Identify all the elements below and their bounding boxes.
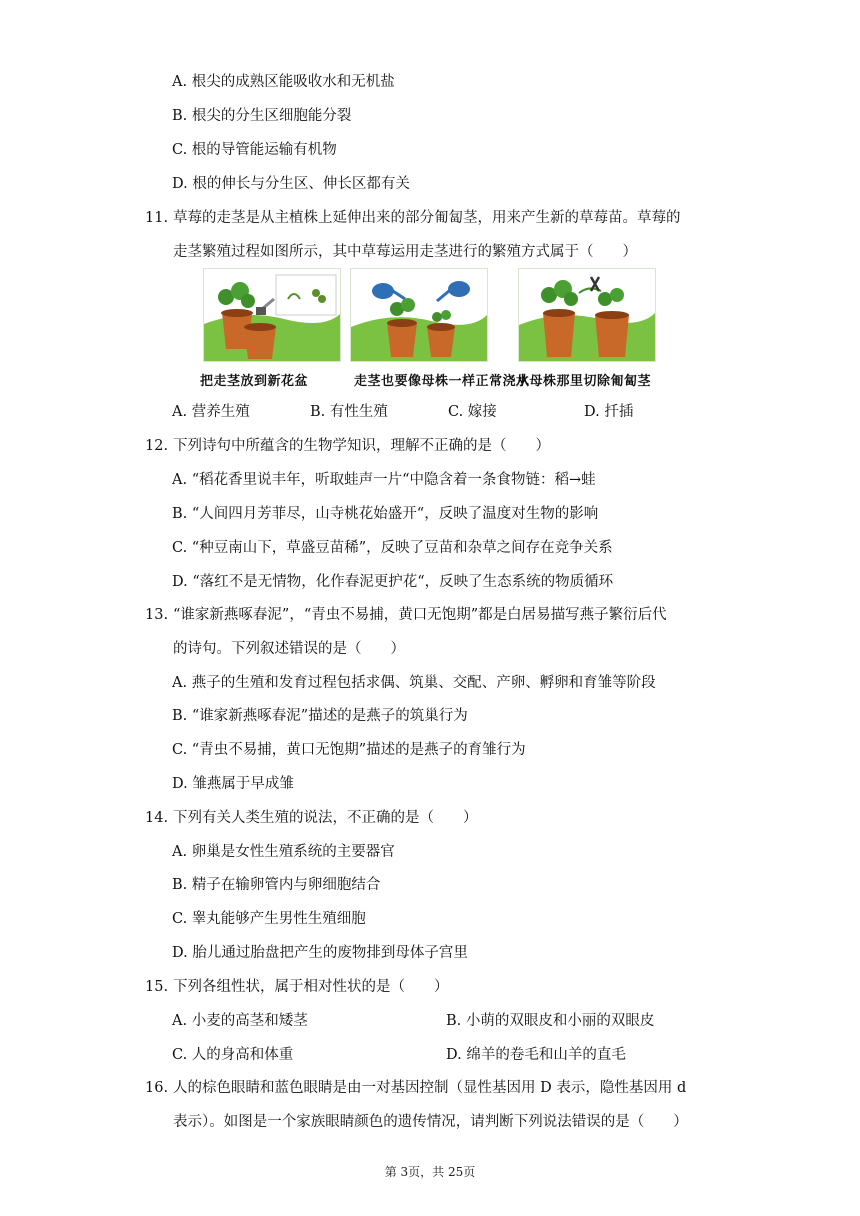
q12-option-c: C. “种豆南山下，草盛豆苗稀”，反映了豆苗和杂草之间存在竞争关系 (172, 540, 613, 556)
q15-option-b: B. 小萌的双眼皮和小丽的双眼皮 (446, 1013, 655, 1029)
figure-panel-3 (518, 268, 656, 362)
panel-1-illustration (204, 269, 340, 361)
q12-stem (145, 436, 550, 456)
q14-number: 14. (145, 810, 169, 826)
q15-option-a: A. 小麦的高茎和矮茎 (172, 1013, 308, 1029)
q13-option-a: A. 燕子的生殖和发育过程包括求偶、筑巢、交配、产卵、孵卵和育雏等阶段 (172, 675, 656, 691)
figure-panel-2 (350, 268, 488, 362)
q13-option-d: D. 雏燕属于早成雏 (172, 776, 294, 792)
q13-option-b: B. “谁家新燕啄春泥”描述的是燕子的筑巢行为 (172, 708, 468, 724)
q14-option-d: D. 胎儿通过胎盘把产生的废物排到母体子宫里 (172, 945, 468, 961)
figure-caption-2: 走茎也要像母株一样正常浇水 (354, 374, 530, 389)
q11-option-d: D. 扦插 (584, 404, 634, 420)
q13-stem-line2: 的诗句。下列叙述错误的是（ ） (173, 641, 405, 657)
q12-number: 12. (145, 438, 169, 454)
q13-stem-line1 (145, 605, 667, 625)
q16-stem-line2: 表示）。如图是一个家族眼睛颜色的遗传情况，请判断下列说法错误的是（ ） (173, 1114, 688, 1130)
figure-panel-1 (203, 268, 341, 362)
q11-stem-line1 (145, 208, 681, 228)
figure-caption-1: 把走茎放到新花盆 (200, 374, 309, 389)
q11-option-a: A. 营养生殖 (172, 404, 250, 420)
strawberry-runner-figure (200, 268, 660, 396)
q14-option-c: C. 睾丸能够产生男性生殖细胞 (172, 911, 366, 927)
q10-option-b: B. 根尖的分生区细胞能分裂 (172, 108, 352, 124)
q16-number: 16. (145, 1080, 169, 1096)
panel-3-illustration (519, 269, 655, 361)
q14-stem (145, 808, 478, 828)
q11-number: 11. (145, 210, 169, 226)
q16-stem-text1: 人的棕色眼睛和蓝色眼睛是由一对基因控制（显性基因用 D 表示，隐性基因用 d (173, 1080, 687, 1096)
q15-stem-text: 下列各组性状，属于相对性状的是（ ） (173, 979, 449, 995)
q15-option-d: D. 绵羊的卷毛和山羊的直毛 (446, 1047, 626, 1063)
q11-option-c: C. 嫁接 (448, 404, 497, 420)
q12-option-a: A. “稻花香里说丰年，听取蛙声一片“中隐含着一条食物链：稻→蛙 (172, 472, 596, 488)
q14-option-a: A. 卵巢是女性生殖系统的主要器官 (172, 844, 395, 860)
q11-stem-line2: 走茎繁殖过程如图所示，其中草莓运用走茎进行的繁殖方式属于（ ） (173, 244, 637, 260)
q16-stem-line1 (145, 1078, 686, 1098)
q10-option-a: A. 根尖的成熟区能吸收水和无机盐 (172, 74, 395, 90)
q10-option-d: D. 根的伸长与分生区、伸长区都有关 (172, 176, 410, 192)
q12-option-b: B. “人间四月芳菲尽，山寺桃花始盛开“，反映了温度对生物的影响 (172, 506, 599, 522)
q15-number: 15. (145, 979, 169, 995)
q10-option-c: C. 根的导管能运输有机物 (172, 142, 337, 158)
q11-option-b: B. 有性生殖 (310, 404, 388, 420)
figure-caption-3: 从母株那里切除匍匐茎 (516, 374, 652, 389)
q15-stem (145, 977, 449, 997)
q12-option-d: D. “落红不是无情物，化作春泥更护花“，反映了生态系统的物质循环 (172, 574, 614, 590)
q14-option-b: B. 精子在输卵管内与卵细胞结合 (172, 877, 381, 893)
q15-option-c: C. 人的身高和体重 (172, 1047, 294, 1063)
q13-stem-text1: “谁家新燕啄春泥”，“青虫不易捕，黄口无饱期”都是白居易描写燕子繁衍后代 (173, 607, 667, 623)
q13-option-c: C. “青虫不易捕，黄口无饱期”描述的是燕子的育雏行为 (172, 742, 526, 758)
q11-stem-text1: 草莓的走茎是从主植株上延伸出来的部分匍匐茎，用来产生新的草莓苗。草莓的 (173, 210, 681, 226)
q14-stem-text: 下列有关人类生殖的说法，不正确的是（ ） (173, 810, 478, 826)
q13-number: 13. (145, 607, 169, 623)
panel-2-illustration (351, 269, 487, 361)
q12-stem-text: 下列诗句中所蕴含的生物学知识，理解不正确的是（ ） (173, 438, 550, 454)
page-footer: 第 3页，共 25页 (384, 1165, 476, 1179)
